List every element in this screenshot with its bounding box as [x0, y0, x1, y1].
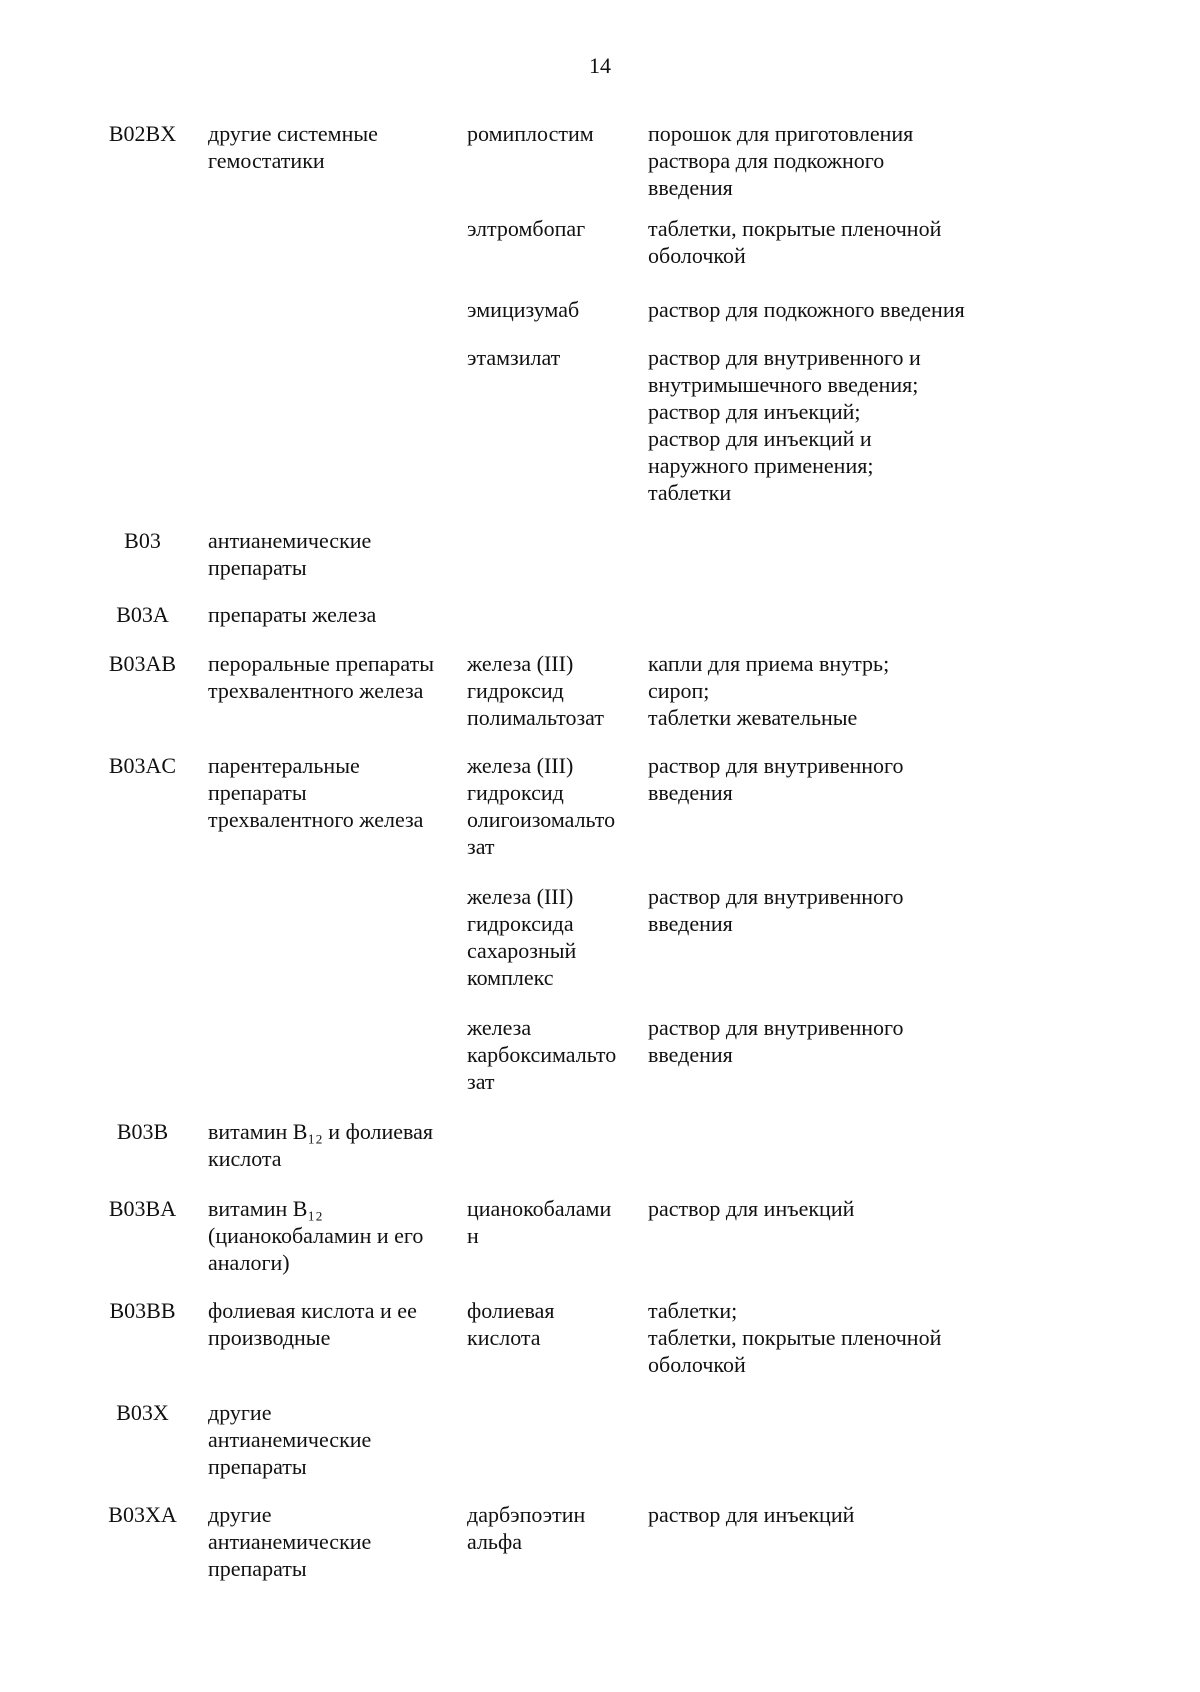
atc-group: антианемические препараты	[208, 528, 372, 580]
atc-group: другие антианемические препараты	[208, 1400, 372, 1479]
drug-name: железа (III) гидроксид олигоизомальто зат	[467, 753, 616, 859]
dosage-form: раствор для инъекций	[648, 1502, 855, 1527]
atc-code: B03	[124, 528, 161, 553]
dosage-form: таблетки, покрытые пленочной оболочкой	[648, 216, 942, 268]
page-number: 14	[589, 53, 611, 78]
atc-code: B02BX	[108, 121, 177, 146]
drug-name: эмицизумаб	[467, 297, 580, 322]
atc-group: парентеральные препараты трехвалентного железа	[208, 753, 424, 832]
atc-group: витамин B₁₂ (цианокобаламин и его аналоги)	[208, 1196, 424, 1275]
atc-code: B03B	[116, 1119, 169, 1144]
dosage-form: раствор для внутривенного введения	[648, 1015, 904, 1067]
atc-group: другие антианемические препараты	[208, 1502, 372, 1581]
drug-name: дарбэпоэтин альфа	[467, 1502, 586, 1554]
atc-code: B03BB	[109, 1298, 176, 1323]
dosage-form: раствор для инъекций	[648, 1196, 855, 1221]
drug-name: ромиплостим	[467, 121, 594, 146]
dosage-form: порошок для приготовления раствора для подкожного введения	[648, 121, 914, 200]
drug-name: этамзилат	[467, 345, 561, 370]
atc-group: пероральные препараты трехвалентного железа	[208, 651, 434, 703]
dosage-form: раствор для внутривенного введения	[648, 884, 904, 936]
drug-name: элтромбопаг	[467, 216, 586, 241]
atc-code: B03BA	[108, 1196, 177, 1221]
atc-code: B03XA	[108, 1502, 177, 1527]
atc-group: витамин B₁₂ и фолиевая кислота	[208, 1119, 434, 1171]
dosage-form: капли для приема внутрь; сироп; таблетки жевательные	[648, 651, 890, 730]
dosage-form: раствор для внутривенного и внутримышечного введения; раствор для инъекций; раствор для инъекций и наружного применения; таблетки	[648, 345, 921, 505]
atc-code: B03AC	[108, 753, 177, 778]
atc-group: другие системные гемостатики	[208, 121, 378, 173]
atc-code: B03A	[116, 602, 169, 627]
atc-code: B03AB	[108, 651, 177, 676]
dosage-form: раствор для внутривенного введения	[648, 753, 904, 805]
atc-code: B03X	[116, 1400, 169, 1425]
drug-name: цианокобалами н	[467, 1196, 612, 1248]
drug-name: железа карбоксимальто зат	[467, 1015, 617, 1094]
dosage-form: таблетки; таблетки, покрытые пленочной оболочкой	[648, 1298, 942, 1377]
atc-group: фолиевая кислота и ее производные	[208, 1298, 417, 1350]
drug-name: железа (III) гидроксида сахарозный комплекс	[467, 884, 577, 990]
dosage-form: раствор для подкожного введения	[648, 297, 965, 322]
atc-group: препараты железа	[208, 602, 377, 627]
drug-name: фолиевая кислота	[467, 1298, 555, 1350]
drug-name: железа (III) гидроксид полимальтозат	[467, 651, 604, 730]
